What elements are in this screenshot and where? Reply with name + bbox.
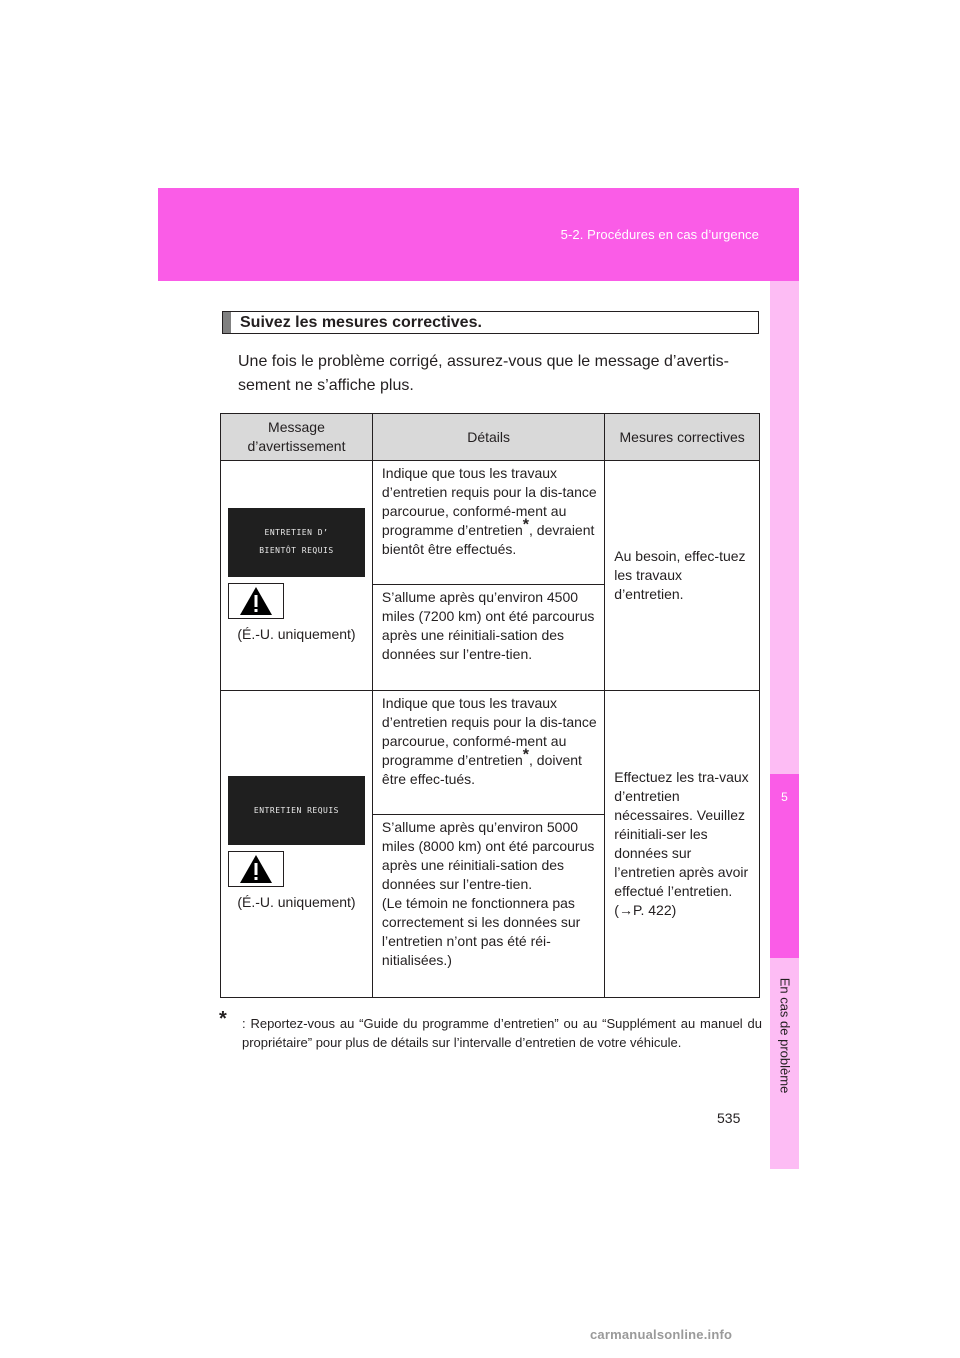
header-message: Message d’avertissement: [221, 414, 373, 461]
warning-triangle-icon: [239, 586, 273, 616]
warning-light: [228, 851, 284, 887]
heading-bar: [223, 312, 231, 333]
detail-text: S’allume après qu’environ 5000 miles (8000 km) ont été parcourus après une réinitiali-sation des données sur l’entre-tien.: [381, 819, 595, 892]
detail-text: Indique que tous les travaux d’entretien requis pour la dis-tance parcourue, conformé-ment au programme d’entretien: [381, 465, 597, 538]
header-remedy: Mesures correctives: [605, 414, 760, 461]
table-row: [221, 461, 760, 585]
us-only-label: (É.-U. uniquement): [237, 894, 356, 910]
warning-table: [220, 413, 760, 998]
intro-paragraph: Une fois le problème corrigé, assurez-vous que le message d’avertis-sement ne s’affiche plus.: [238, 353, 729, 394]
watermark: carmanualsonline.info: [590, 1327, 733, 1342]
table-header-row: [221, 414, 760, 461]
details-cell: S’allume après qu’environ 4500 miles (7200 km) ont été parcourus après une réinitiali-sation des données sur l’entre-tien.: [372, 585, 604, 691]
us-only-label: (É.-U. uniquement): [237, 625, 356, 642]
header-band: [158, 188, 799, 281]
section-title: Suivez les mesures correctives.: [240, 313, 482, 331]
chapter-number: 5: [781, 790, 788, 804]
section-label: 5-2. Procédures en cas d’urgence: [560, 227, 759, 242]
details-cell: [372, 461, 604, 585]
details-cell: [372, 815, 604, 998]
screen-line: ENTRETIEN REQUIS: [253, 805, 339, 815]
message-cell: [221, 691, 373, 998]
screen-line: ENTRETIEN D’: [264, 528, 329, 537]
warning-light: [228, 583, 284, 619]
remedy-cell: Au besoin, effec-tuez les travaux d’entretien.: [605, 461, 760, 691]
display-screen: [228, 508, 365, 577]
remedy-cell: Effectuez les tra-vaux d’entretien nécessaires. Veuillez réinitiali-ser les données sur l’entretien après avoir effectué l’entretien. (→P. 422): [605, 691, 760, 998]
detail-text: , devraient bientôt être effectués.: [381, 522, 595, 557]
footnote-star: *: [522, 746, 530, 764]
footnote-text: : Reportez-vous au “Guide du programme d’entretien” ou au “Supplément au manuel du propriétaire” pour plus de détails sur l’intervalle d’entretien de votre véhicule.: [242, 1016, 762, 1050]
footnote: [219, 1008, 762, 1052]
chapter-title: En cas de problème: [777, 977, 792, 1093]
section-heading: [222, 311, 759, 334]
table-row: [221, 691, 760, 815]
header-details: Détails: [372, 414, 604, 461]
details-cell: [372, 691, 604, 815]
warning-triangle-icon: [239, 854, 273, 884]
footnote-star: *: [522, 516, 530, 534]
display-screen: [228, 776, 365, 845]
footnote-marker: *: [219, 1008, 227, 1030]
detail-text: Indique que tous les travaux d’entretien requis pour la dis-tance parcourue, conformé-ment au programme d’entretien: [381, 695, 597, 768]
chapter-title-container: [772, 950, 797, 1120]
message-cell: [221, 461, 373, 691]
detail-note: (Le témoin ne fonctionnera pas correctement si les données sur l’entretien n’ont pas été réi-nitialisées.): [381, 895, 581, 968]
screen-line: BIENTÔT REQUIS: [259, 546, 334, 555]
detail-text: , doivent être effec-tués.: [381, 752, 582, 787]
page-number: 535: [717, 1110, 741, 1126]
